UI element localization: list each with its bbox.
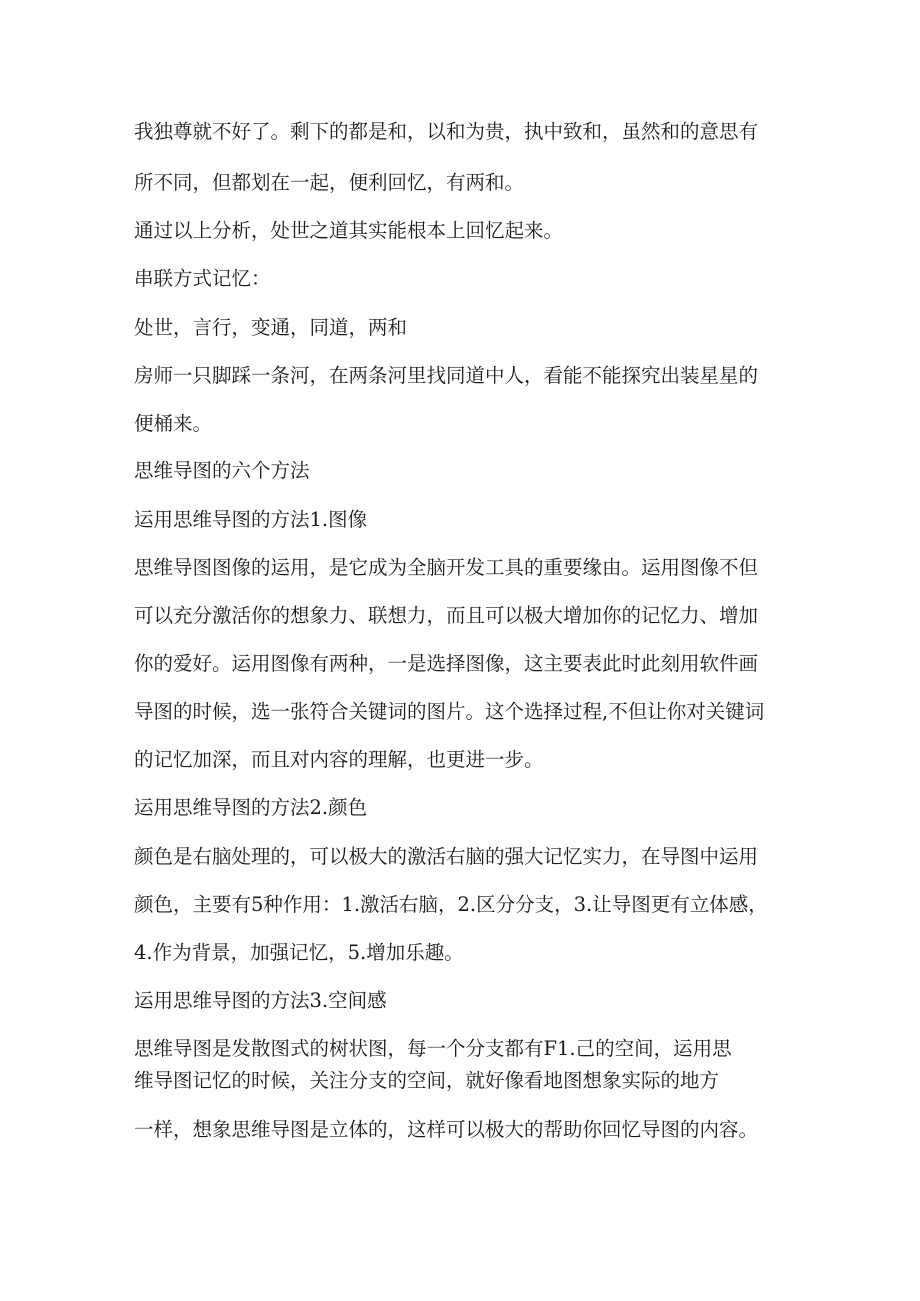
body-text-line: 维导图记忆的时候，关注分支的空间，就好像看地图想象实际的地方 [134,1069,720,1092]
body-text-line: 思维导图图像的运用，是它成为全脑开发工具的重要缘由。运用图像不但 [134,556,759,579]
body-text-line: 房师一只脚踩一条河，在两条河里找同道中人，看能不能探究出装星星的 [134,364,759,387]
body-text-line: 的记忆加深，而且对内容的理解，也更进一步。 [134,748,544,771]
body-text-line: 你的爱好。运用图像有两种，一是选择图像，这主要表此时此刻用软件画 [134,652,759,675]
body-text-line: 便桶来。 [134,412,213,435]
body-text-line: 可以充分激活你的想象力、联想力，而且可以极大增加你的记忆力、增加 [134,604,759,627]
subsection-heading: 运用思维导图的方法2.颜色 [134,796,368,819]
body-text-line: 颜色是右脑处理的，可以极大的激活右脑的强大记忆实力，在导图中运用 [134,845,759,868]
subsection-heading: 运用思维导图的方法1.图像 [134,508,368,531]
body-text-line: 我独尊就不好了。剩下的都是和，以和为贵，执中致和，虽然和的意思有 [134,120,759,143]
subsection-heading: 运用思维导图的方法3.空间感 [134,989,387,1012]
body-text-line: 所不同，但都划在一起，便利回忆，有两和。 [134,171,525,194]
body-text-line: 导图的时候，选一张符合关键词的图片。这个选择过程,不但让你对关键词 [134,700,765,723]
body-text-line: 处世，言行，变通，同道，两和 [134,316,408,339]
body-text-line: 4.作为背景，加强记忆，5.增加乐趣。 [134,941,464,964]
body-text-line: 思维导图是发散图式的树状图，每一个分支都有F1.己的空间，运用思 [134,1037,732,1060]
section-heading: 思维导图的六个方法 [134,459,310,482]
body-text-line: 通过以上分析，处世之道其实能根本上回忆起来。 [134,219,564,242]
section-label: 串联方式记忆： [134,267,271,290]
body-text-line: 一样，想象思维导图是立体的，这样可以极大的帮助你回忆导图的内容。 [134,1118,759,1141]
body-text-line: 颜色，主要有5种作用：1.激活右脑，2.区分分支，3.让导图更有立体感， [134,893,768,916]
